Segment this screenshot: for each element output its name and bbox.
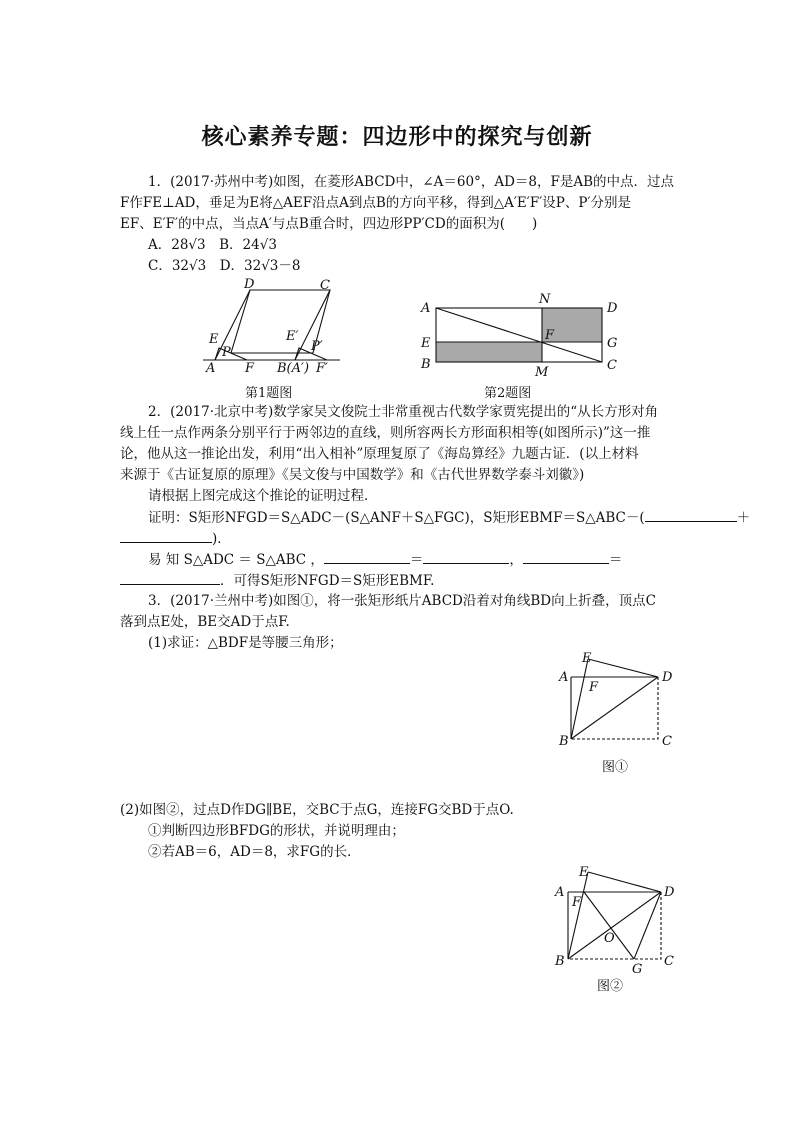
diagonal-bd xyxy=(571,677,658,739)
q1-figure-caption: 第1题图 xyxy=(245,386,293,401)
answer-blank-3[interactable] xyxy=(324,549,410,564)
q3-figure-2-caption: 图② xyxy=(597,979,624,994)
comma: ， xyxy=(509,552,523,568)
edge-ed xyxy=(588,659,658,677)
proof-statement-1: 证明：S矩形NFGD＝S△ADC－(S△ANF＋S△FGC)，S矩形EBMF＝S△ABC－( xyxy=(148,510,645,526)
q2-proof-line-2 xyxy=(120,528,680,549)
label-f: F xyxy=(245,361,255,374)
proof-statement-2: 易 知 S△ADC ＝ S△ABC ， xyxy=(148,552,324,568)
q2-text-line-1: 2．(2017·北京中考)数学家吴文俊院士非常重视古代数学家贾宪提出的“从长方形对角 xyxy=(148,404,659,420)
label-a: A xyxy=(559,670,569,685)
q3-sub-question-1: ①判断四边形BFDG的形状，并说明理由； xyxy=(148,823,405,839)
q1-text-line-3: EF、E′F′的中点，当点A′与点B重合时，四边形PP′CD的面积为( ) xyxy=(120,216,538,232)
q1-text-line-2: F作FE⊥AD，垂足为E将△AEF沿点A到点B的方向平移，得到△A′E′F′设P、P′分别是 xyxy=(120,195,632,211)
q3-part-2: (2)如图②，过点D作DG∥BE，交BC于点G，连接FG交BD于点O. xyxy=(120,802,514,818)
label-b-a-prime: B(A′) xyxy=(277,361,310,374)
q1-options-row-1: A．28√3 B．24√3 xyxy=(148,237,277,253)
q3-figure-2 xyxy=(550,862,682,974)
label-g: G xyxy=(607,336,618,351)
label-b: B xyxy=(555,954,565,969)
plus-sign: ＋ xyxy=(736,510,751,526)
label-e: E xyxy=(421,336,431,351)
q2-text-line-3: 论，他从这一推论出发，利用“出入相补”原理复原了《海岛算经》九题古证．(以上材料 xyxy=(120,446,639,462)
proof-conclusion: ．可得S矩形NFGD＝S矩形EBMF. xyxy=(220,573,435,589)
label-c: C xyxy=(320,278,330,293)
label-e: E xyxy=(209,332,219,347)
label-p-prime: P′ xyxy=(311,339,323,354)
q2-proof-line-4 xyxy=(120,570,680,591)
label-d: D xyxy=(664,885,675,900)
label-f-prime: F′ xyxy=(316,361,328,374)
equals-2: ＝ xyxy=(608,552,623,568)
q1-options-row-2: C．32√3 D．32√3－8 xyxy=(148,258,301,274)
label-n: N xyxy=(539,292,551,307)
q2-text-line-4: 来源于《古证复原的原理》《吴文俊与中国数学》和《古代世界数学泰斗刘徽》) xyxy=(120,467,585,483)
label-c: C xyxy=(662,734,672,749)
label-e-prime: E′ xyxy=(286,329,299,344)
label-f: F xyxy=(589,680,599,695)
label-m: M xyxy=(535,365,549,378)
q3-figure-1-caption: 图① xyxy=(602,760,629,775)
label-a: A xyxy=(421,301,431,316)
q3-part-1: (1)求证：△BDF是等腰三角形； xyxy=(148,635,343,651)
label-d: D xyxy=(607,301,618,316)
q3-figure-1 xyxy=(555,650,685,750)
edge-ed xyxy=(588,872,661,892)
proof-close: )． xyxy=(212,531,231,547)
answer-blank-6[interactable] xyxy=(120,570,220,585)
label-g: G xyxy=(632,962,643,974)
q2-text-line-2: 线上任一点作两条分别平行于两邻边的直线，则所容两长方形面积相等(如图所示)”这一推 xyxy=(120,425,651,441)
q2-rectangle-figure xyxy=(418,290,628,378)
q1-rhombus-figure xyxy=(195,272,345,374)
q3-sub-question-2: ②若AB＝6，AD＝8，求FG的长． xyxy=(148,844,361,860)
rect-ebmf-shaded xyxy=(436,342,542,362)
edge-be xyxy=(568,872,588,959)
segment-fg xyxy=(584,892,634,959)
edge-be xyxy=(571,659,588,739)
label-f: F xyxy=(572,895,582,910)
label-f: F xyxy=(545,328,555,343)
label-d: D xyxy=(662,670,673,685)
equals-1: ＝ xyxy=(409,552,424,568)
answer-blank-2[interactable] xyxy=(120,528,212,543)
answer-blank-4[interactable] xyxy=(423,549,509,564)
label-c: C xyxy=(664,954,674,969)
q3-text-line-1: 3．(2017·兰州中考)如图①，将一张矩形纸片ABCD沿着对角线BD向上折叠，顶点C xyxy=(148,593,656,609)
label-b: B xyxy=(559,734,569,749)
label-c: C xyxy=(607,358,617,373)
label-e: E xyxy=(582,651,592,666)
label-d: D xyxy=(244,277,255,292)
label-b: B xyxy=(421,357,431,372)
q2-proof-line-1 xyxy=(148,507,751,528)
label-a: A xyxy=(206,361,216,374)
q3-text-line-2: 落到点E处，BE交AD于点F. xyxy=(120,614,290,630)
q2-figure-caption: 第2题图 xyxy=(484,386,532,401)
q2-proof-line-3 xyxy=(148,549,680,570)
label-p: P xyxy=(222,345,231,360)
label-o: O xyxy=(604,931,615,946)
answer-blank-5[interactable] xyxy=(523,549,609,564)
page-title: 核心素养专题：四边形中的探究与创新 xyxy=(201,125,593,150)
q1-text-line-1: 1．(2017·苏州中考)如图，在菱形ABCD中，∠A＝60°，AD＝8，F是AB的中点．过点 xyxy=(148,174,675,190)
label-e: E xyxy=(579,865,589,880)
q2-instruction: 请根据上图完成这个推论的证明过程． xyxy=(148,488,378,504)
label-a: A xyxy=(555,885,565,900)
answer-blank-1[interactable] xyxy=(645,507,737,522)
